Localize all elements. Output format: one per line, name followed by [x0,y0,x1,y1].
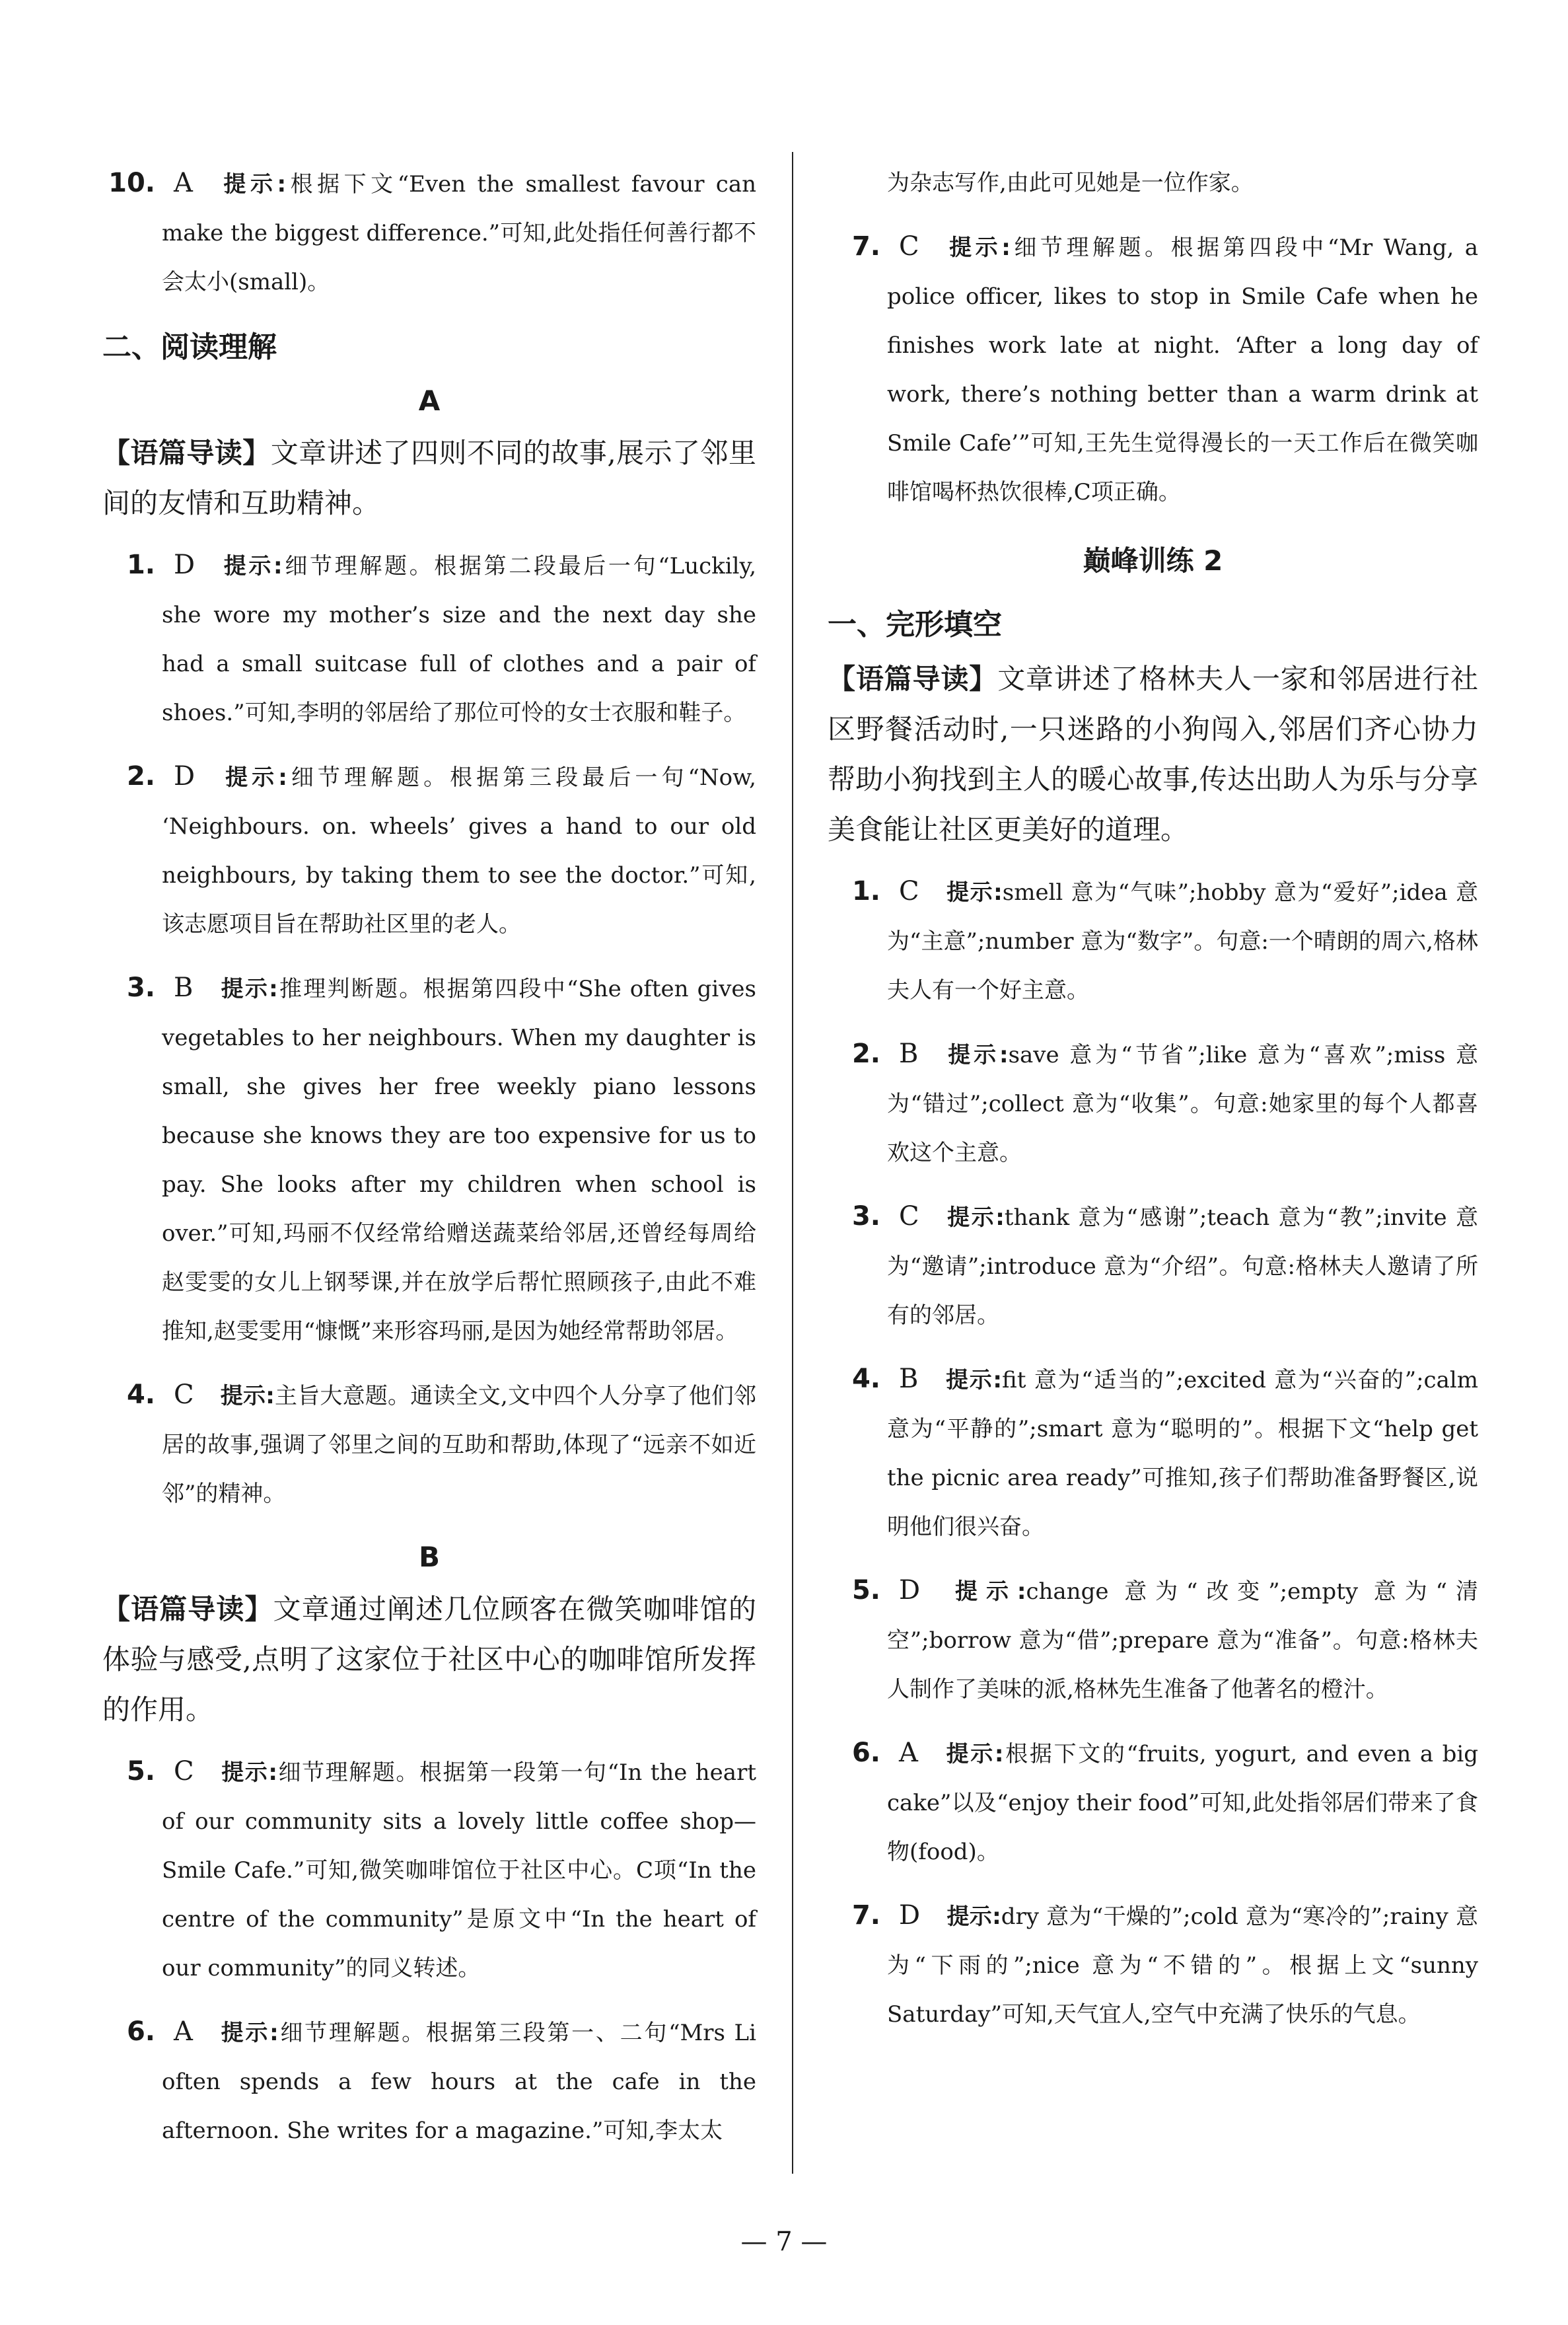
intro-text: 文章讲述了四则不同的故事,展示了邻里间的友情和互助精神。 [102,437,756,519]
part-title-b: B [418,1541,440,1573]
hint-label: 提示: [220,1383,275,1409]
question-number: 3. [851,1201,880,1232]
explanation-text: 细节理解题。根据第四段中“Mr Wang, a police officer, likes to stop in Smile Cafe when he finishes work late at night. ‘After a long day of work, there’s nothing better than a warm drink at Smile Cafe’”可知,王先生觉得漫长的一天工作后在微笑咖啡馆喝杯热饮很棒,C项正确。 [887,235,1478,505]
explanation-text: 根据下文的“fruits, yogurt, and even a big cake”以及“enjoy their food”可知,此处指邻居们带来了食物(food)。 [887,1741,1478,1865]
hint-label: 提示: [944,1042,1009,1068]
intro-tag: 【语篇导读】 [102,437,271,469]
answer-letter: B [899,1039,919,1069]
question-number: 1. [126,550,155,580]
question-number: 7. [851,1900,880,1931]
answer-letter: B [174,973,194,1003]
passage-intro-cloze [828,654,1478,855]
question-number: 4. [126,1380,155,1410]
hint-label: 提示: [944,1741,1004,1767]
answer-letter: A [174,2016,193,2047]
column-divider [792,152,793,2174]
explanation-text: 主旨大意题。通读全文,文中四个人分享了他们邻居的故事,强调了邻里之间的互助和帮助,体现了“远亲不如近邻”的精神。 [162,1383,756,1507]
explanation-text: 推理判断题。根据第四段中“She often gives vegetables to her neighbours. When my daughter is small, she gives her free weekly piano lessons because she knows they are too expensive for us to pay. She looks after my children when school is over.”可知,玛丽不仅经常给赠送蔬菜给邻居,还曾经每周给赵雯雯的女儿上钢琴课,并在放学后帮忙照顾孩子,由此不难推知,赵雯雯用“慷慨”来形容玛丽,是因为她经常帮助邻居。 [162,976,756,1345]
answer-letter: C [899,231,919,262]
page-number: — 7 — [740,2227,828,2257]
question-number: 6. [851,1738,880,1768]
explanation-text: save 意为“节省”;like 意为“喜欢”;miss 意为“错过”;collect 意为“收集”。句意:她家里的每个人都喜欢这个主意。 [887,1042,1478,1166]
answer-letter: D [899,1900,921,1931]
question-number: 2. [851,1039,880,1069]
left-column [102,159,756,2170]
explanation-text: 细节理解题。根据第一段第一句“In the heart of our community sits a lovely little coffee shop—Smile Cafe.”可知,微笑咖啡馆位于社区中心。C项“In the centre of the community”是原文中“In the heart of our community”的同义转述。 [162,1759,756,1981]
question-number: 10. [108,168,155,198]
intro-text: 文章通过阐述几位顾客在微笑咖啡馆的体验与感受,点明了这家位于社区中心的咖啡馆所发挥的作用。 [102,1593,756,1726]
explanation-text: smell 意为“气味”;hobby 意为“爱好”;idea 意为“主意”;number 意为“数字”。句意:一个晴朗的周六,格林夫人有一个好主意。 [887,879,1478,1004]
intro-tag: 【语篇导读】 [102,1593,273,1625]
answer-letter: A [899,1738,918,1768]
question-10 [102,159,756,307]
hint-label: 提示: [219,171,287,198]
answer-letter: D [174,550,196,580]
answer-letter: D [899,1575,921,1605]
hint-label: 提示: [946,1903,1001,1930]
explanation-text: 细节理解题。根据第二段最后一句“Luckily, she wore my mother’s size and the next day she had a small suitcase full of clothes and a pair of shoes.”可知,李明的邻居给了那位可怜的女士衣服和鞋子。 [162,553,756,726]
hint-label: 提示: [220,1759,277,1786]
question-number: 5. [851,1575,880,1605]
answer-letter: A [174,168,193,198]
intro-tag: 【语篇导读】 [828,663,998,695]
answer-letter: C [174,1380,194,1410]
question-number: 5. [126,1756,155,1787]
question-number: 1. [851,876,880,906]
explanation-text: thank 意为“感谢”;teach 意为“教”;invite 意为“邀请”;introduce 意为“介绍”。句意:格林夫人邀请了所有的邻居。 [887,1204,1478,1329]
answer-letter: C [899,876,919,906]
question-number: 2. [126,761,155,792]
explanation-text: 根据下文“Even the smallest favour can make the biggest difference.”可知,此处指任何善行都不会太小(small)。 [162,171,756,295]
question-3 [102,963,756,1356]
answer-letter: C [899,1201,919,1232]
explanation-text: 细节理解题。根据第三段最后一句“Now, ‘Neighbours. on. wheels’ gives a hand to our old neighbours, by taking them to see the doctor.”可知,该志愿项目旨在帮助社区里的老人。 [162,764,756,938]
answer-letter: C [174,1756,194,1787]
section-title-cloze: 一、完形填空 [828,608,1002,642]
question-number: 6. [126,2016,155,2047]
explanation-text: 细节理解题。根据第三段第一、二句“Mrs Li often spends a few hours at the cafe in the afternoon. She writes for a magazine.”可知,李太太 [162,2020,756,2144]
hint-label: 提示: [945,879,1003,906]
question-6-continued: 为杂志写作,由此可见她是一位作家。 [887,170,1254,196]
hint-label: 提示: [944,1367,1003,1393]
cloze-question-6 [828,1728,1478,1876]
hint-label: 提示: [219,2020,279,2046]
question-5 [102,1747,756,1993]
hint-label: 提示: [945,1204,1005,1231]
cloze-question-3 [828,1192,1478,1340]
question-4 [102,1370,756,1518]
explanation-text: change 意为“改变”;empty 意为“清空”;borrow 意为“借”;prepare 意为“准备”。句意:格林夫人制作了美味的派,格林先生准备了他著名的橙汁。 [887,1578,1478,1703]
hint-label: 提示: [946,1578,1026,1605]
passage-intro-a [102,428,756,529]
explanation-text: fit 意为“适当的”;excited 意为“兴奋的”;calm 意为“平静的”;smart 意为“聪明的”。根据下文“help get the picnic area ready”可推知,孩子们帮助准备野餐区,说明他们很兴奋。 [887,1367,1478,1540]
right-column [828,159,1478,2053]
cloze-question-2 [828,1029,1478,1177]
hint-label: 提示: [945,235,1011,261]
training-title: 巅峰训练 2 [1083,544,1223,577]
question-7 [828,222,1478,517]
intro-text: 文章讲述了格林夫人一家和邻居进行社区野餐活动时,一只迷路的小狗闯入,邻居们齐心协力帮助小狗找到主人的暖心故事,传达出助人为乐与分享美食能让社区更美好的道理。 [828,663,1478,846]
cloze-question-4 [828,1354,1478,1551]
question-number: 4. [851,1364,880,1394]
hint-label: 提示: [221,553,283,579]
answer-letter: D [174,761,196,792]
question-number: 3. [126,973,155,1003]
question-1 [102,540,756,737]
explanation-text: dry 意为“干燥的”;cold 意为“寒冷的”;rainy 意为“下雨的”;nice 意为“不错的”。根据上文“sunny Saturday”可知,天气宜人,空气中充满了快乐的气息。 [887,1903,1478,2028]
question-6 [102,2007,756,2155]
cloze-question-7 [828,1891,1478,2039]
question-2 [102,752,756,949]
question-number: 7. [851,231,880,262]
hint-label: 提示: [219,976,278,1002]
cloze-question-5 [828,1566,1478,1714]
passage-intro-b [102,1584,756,1735]
cloze-question-1 [828,867,1478,1015]
section-title-reading: 二、阅读理解 [102,330,277,364]
answer-letter: B [899,1364,919,1394]
part-title-a: A [418,385,441,417]
hint-label: 提示: [221,764,287,791]
